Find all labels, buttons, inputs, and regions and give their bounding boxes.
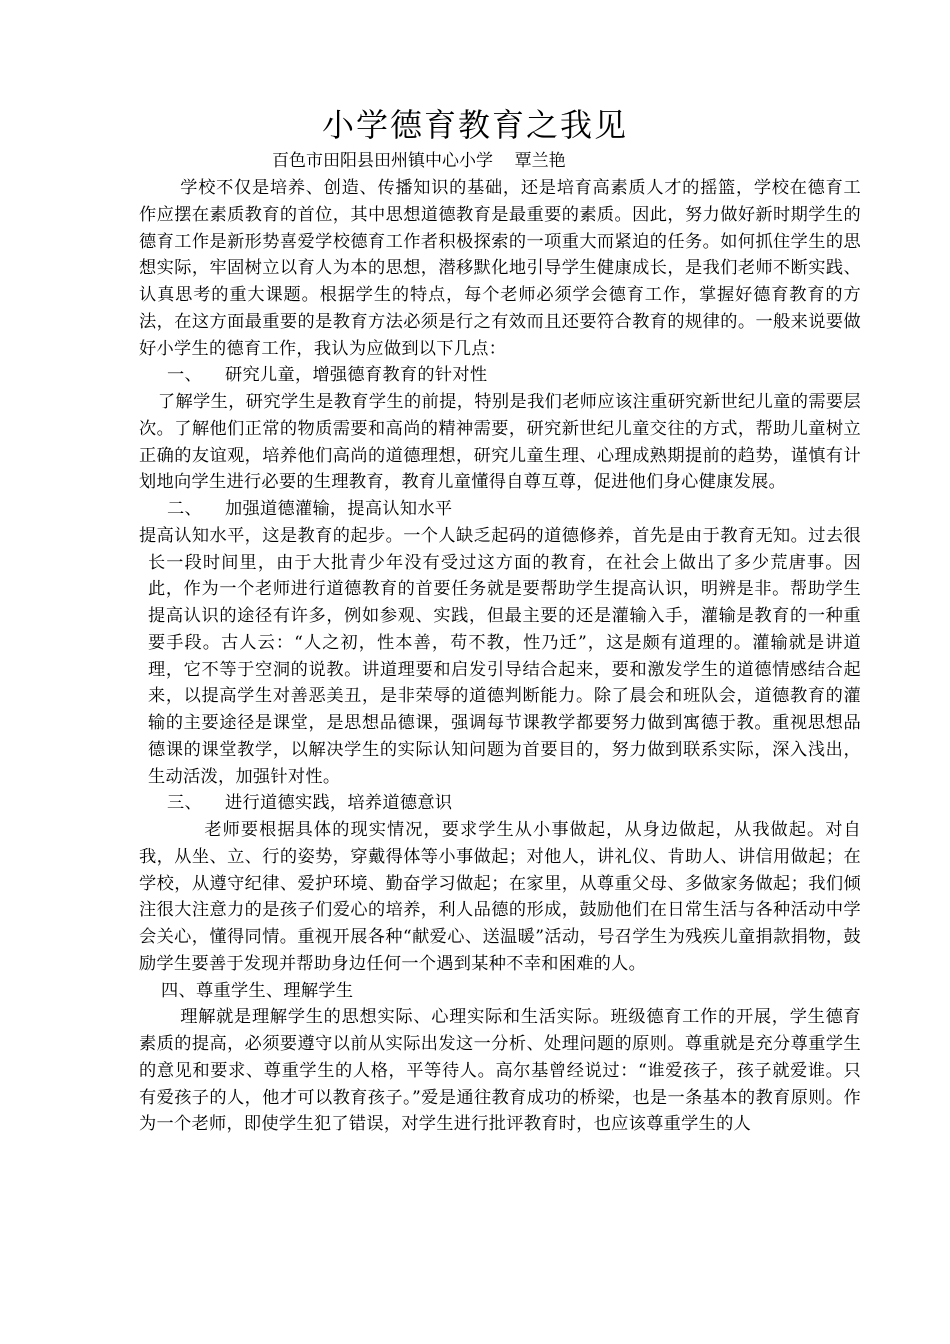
intro-paragraph: 学校不仅是培养、创造、传播知识的基础，还是培育高素质人才的摇篮，学校在德育工作应摆在素质教育的首位，其中思想道德教育是最重要的素质。因此，努力做好新时期学生的德育工作是新形势喜爱学校德育工作者积极探索的一项重大而紧迫的任务。如何抓住学生的思想实际，牢固树立以育人为本的思想，潜移默化地引导学生健康成长，是我们老师不断实践、认真思考的重大课题。根据学生的特点，每个老师必须学会德育工作，掌握好德育教育的方法，在这方面最重要的是教育方法必须是行之有效而且还要符合教育的规律的。一般来说要做好小学生的德育工作，我认为应做到以下几点： xyxy=(139,178,861,359)
section-heading-1 xyxy=(139,362,861,389)
author-line: 百色市田阳县田州镇中心小学 覃兰艳 xyxy=(272,151,566,171)
section-heading-3 xyxy=(139,790,861,817)
document-title: 小学德育教育之我见 xyxy=(321,106,628,144)
section-paragraph-1: 了解学生，研究学生是教育学生的前提，特别是我们老师应该注重研究新世纪儿童的需要层次。了解他们正常的物质需要和高尚的精神需要，研究新世纪儿童交往的方式，帮助儿童树立正确的友谊观，培养他们高尚的道德理想，研究儿童生理、心理成熟期提前的趋势，谨慎有计划地向学生进行必要的生理教育，教育儿童懂得自尊互尊，促进他们身心健康发展。 xyxy=(139,392,861,493)
section-title-1: 研究儿童，增强德育教育的针对性 xyxy=(225,365,488,386)
section-heading-4: 四、尊重学生、理解学生 xyxy=(161,980,354,1001)
section-number-2: 二、 xyxy=(167,499,202,519)
section-number-3: 三、 xyxy=(167,793,202,814)
section-title-2: 加强道德灌输，提高认知水平 xyxy=(225,499,453,519)
section-number-1: 一、 xyxy=(167,365,202,386)
section-paragraph-2: 提高认知水平，这是教育的起步。一个人缺乏起码的道德修养，首先是由于教育无知。过去很长一段时间里，由于大批青少年没有受过这方面的教育，在社会上做出了多少荒唐事。因此，作为一个老师进行道德教育的首要任务就是要帮助学生提高认识，明辨是非。帮助学生提高认识的途径有许多，例如参观、实践，但最主要的还是灌输入手，灌输是教育的一种重要手段。古人云：“人之初，性本善，苟不教，性乃迁”，这是颇有道理的。灌输就是讲道理，它不等于空洞的说教。讲道理要和启发引导结合起来，要和激发学生的道德情感结合起来，以提高学生对善恶美丑，是非荣辱的道德判断能力。除了晨会和班队会，道德教育的灌输的主要途径是课堂，是思想品德课，强调每节课教学都要努力做到寓德于教。重视思想品德课的课堂教学，以解决学生的实际认知问题为首要目的，努力做到联系实际，深入浅出，生动活泼，加强针对性。 xyxy=(139,525,861,787)
section-heading-2 xyxy=(139,496,861,523)
section-paragraph-3: 老师要根据具体的现实情况，要求学生从小事做起，从身边做起，从我做起。对自我，从坐、立、行的姿势，穿戴得体等小事做起；对他人，讲礼仪、肯助人、讲信用做起；在学校，从遵守纪律、爱护环境、勤奋学习做起；在家里，从尊重父母、多做家务做起；我们倾注很大注意力的是孩子们爱心的培养，利人品德的形成，鼓励他们在日常生活与各种活动中学会关心，懂得同情。重视开展各种“献爱心、送温暖”活动，号召学生为残疾儿童捐款捐物，鼓励学生要善于发现并帮助身边任何一个遇到某种不幸和困难的人。 xyxy=(139,820,861,974)
section-paragraph-4: 理解就是理解学生的思想实际、心理实际和生活实际。班级德育工作的开展，学生德育素质的提高，必须要遵守以前从实际出发这一分析、处理问题的原则。尊重就是充分尊重学生的意见和要求、尊重学生的人格，平等待人。高尔基曾经说过：“谁爱孩子，孩子就爱谁。只有爱孩子的人，他才可以教育孩子。”爱是通往教育成功的桥梁，也是一条基本的教育原则。作为一个老师，即使学生犯了错误，对学生进行批评教育时，也应该尊重学生的人 xyxy=(139,1007,861,1135)
document-body xyxy=(139,175,861,1138)
section-title-3: 进行道德实践，培养道德意识 xyxy=(225,793,453,814)
